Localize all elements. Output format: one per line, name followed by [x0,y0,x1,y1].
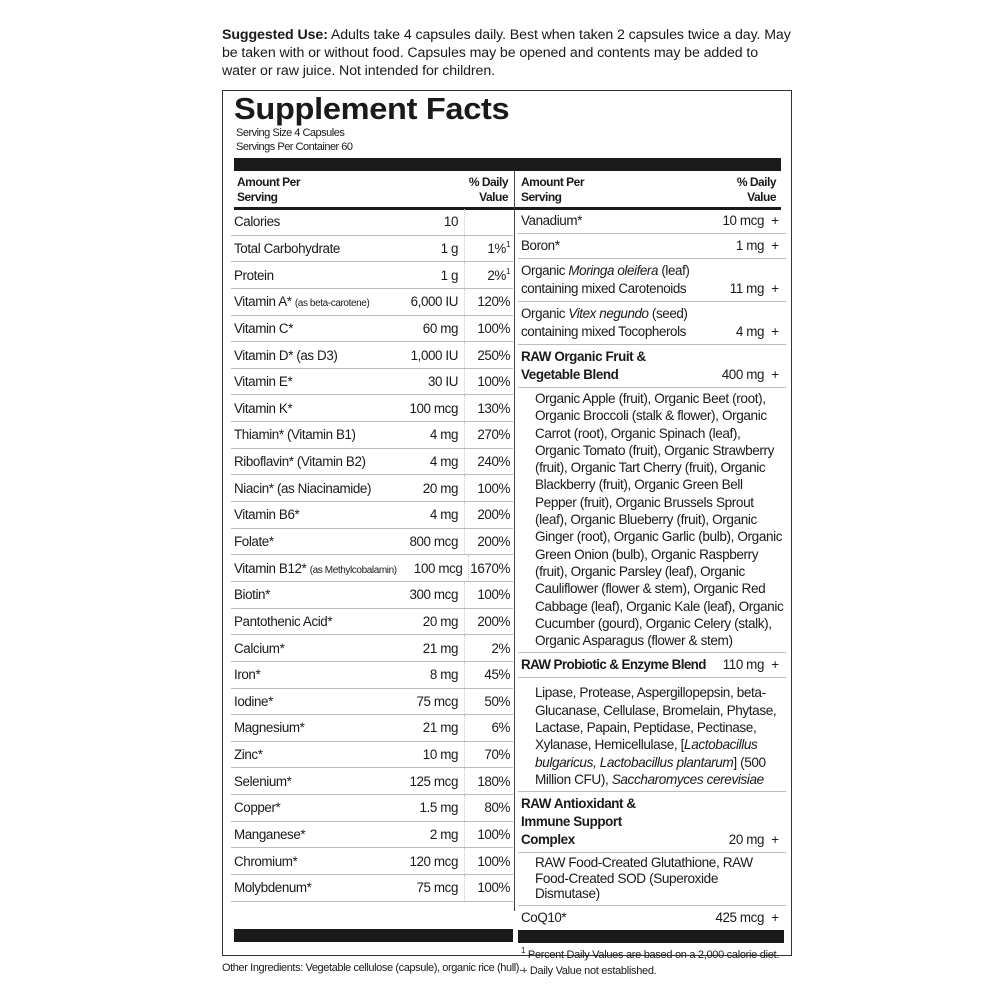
nutrient-name: Selenium* [234,773,292,789]
nutrient-daily-value: 1%$^1$ [487,239,510,256]
nutrient-name: Molybdenum* [234,880,312,896]
nutrient-name: Niacin* (as Niacinamide) [234,480,372,496]
nutrient-name: Calories [234,214,280,230]
nutrient-amount: 6,000 IU [385,289,465,315]
nutrient-amount: 300 mcg [385,582,465,608]
nutrient-row [231,662,513,689]
right-header-amount: Amount Per Serving [521,175,585,204]
left-nutrient-table [231,209,513,902]
nutrient-amount: 10 mg [385,742,465,768]
nutrient-row [231,236,513,263]
nutrient-daily-value: 120% [477,294,510,310]
nutrient-name: Vitamin D* (as D3) [234,347,338,363]
nutrient-daily-value: 100% [477,853,510,869]
nutrient-amount: 2 mg [385,822,465,848]
nutrient-row [231,582,513,609]
nutrient-amount: 1 g [385,236,465,262]
nutrient-row [231,395,513,422]
nutrient-row [231,422,513,449]
nutrient-amount: 1.5 mg [385,795,465,821]
nutrient-name: Iodine* [234,693,273,709]
row-probiotic-blend: RAW Probiotic & Enzyme Blend 110 mg + [518,653,786,678]
nutrient-daily-value: 200% [477,534,510,549]
nutrient-name: Calcium* [234,640,285,656]
nutrient-name: Manganese* [234,827,306,843]
nutrient-row [231,609,513,636]
nutrient-amount: 125 mcg [385,768,465,794]
row-coq10: CoQ10* 425 mcg + [521,909,779,925]
nutrient-daily-value: 200% [477,507,510,523]
nutrient-name: Protein [234,267,274,283]
nutrient-row [231,555,513,582]
nutrient-amount: 100 mcg [397,555,470,581]
nutrient-amount: 21 mg [385,635,465,661]
nutrient-name: Vitamin B6* [234,507,300,523]
nutrient-amount: 30 IU [385,369,465,395]
nutrient-name: Biotin* [234,587,270,603]
nutrient-daily-value: 270% [477,427,510,443]
nutrient-row [231,369,513,396]
right-bottom-bar [518,930,784,943]
nutrient-amount: 10 [385,209,465,235]
nutrient-amount: 100 mcg [385,395,465,421]
thick-divider [234,158,781,171]
nutrient-daily-value: 80% [484,800,510,816]
nutrient-amount: 1 g [385,262,465,288]
nutrient-daily-value: 100% [477,374,510,390]
nutrient-name: Vitamin A* (as beta-carotene) [234,294,370,310]
row-antioxidant-complex: RAW Antioxidant & Immune Support Complex 20 mg + [518,792,786,853]
nutrient-name: Iron* [234,667,261,683]
nutrient-row [231,689,513,716]
nutrient-amount: 20 mg [385,475,465,501]
nutrient-daily-value: 200% [477,613,510,629]
nutrient-amount: 75 mcg [385,875,465,901]
nutrient-row [231,822,513,849]
nutrient-daily-value: 6% [491,720,510,736]
nutrient-daily-value: 240% [477,454,510,470]
nutrient-name: Riboflavin* (Vitamin B2) [234,454,366,470]
row-vanadium: Vanadium* 10 mcg + [518,209,786,234]
row-boron: Boron* 1 mg + [518,234,786,259]
left-bottom-bar [234,929,513,942]
serving-size: Serving Size 4 Capsules [236,127,345,139]
nutrient-name: Total Carbohydrate [234,240,340,256]
nutrient-name: Vitamin K* [234,400,293,416]
nutrient-daily-value: 50% [484,693,510,709]
nutrient-daily-value: 130% [477,400,510,416]
nutrient-row [231,262,513,289]
nutrient-amount: 120 mcg [385,848,465,874]
nutrient-row [231,449,513,476]
nutrient-name: Zinc* [234,747,263,763]
nutrient-row [231,316,513,343]
nutrient-daily-value: 70% [484,747,510,763]
nutrient-amount: 4 mg [385,502,465,528]
nutrient-row [231,529,513,556]
nutrient-row [231,795,513,822]
row-vitex: Organic Vitex negundo (seed) containing mixed Tocopherols 4 mg + [518,302,786,345]
nutrient-row [231,848,513,875]
nutrient-daily-value: 250% [477,347,510,363]
nutrient-name: Thiamin* (Vitamin B1) [234,427,356,443]
nutrient-row [231,342,513,369]
other-ingredients: Other Ingredients: Vegetable cellulose (capsule), organic rice (hull). [222,962,522,974]
nutrient-amount: 4 mg [385,449,465,475]
nutrient-name: Vitamin B12* (as Methylcobalamin) [234,560,397,576]
nutrient-amount: 8 mg [385,662,465,688]
nutrient-daily-value: 45% [484,667,510,683]
right-nutrient-table [518,209,786,979]
nutrient-daily-value: 100% [477,880,510,896]
nutrient-amount: 800 mcg [385,529,465,555]
column-divider [514,171,515,911]
nutrient-amount: 21 mg [385,715,465,741]
left-header-amount: Amount Per Serving [237,175,301,204]
nutrient-name: Chromium* [234,853,298,869]
antioxidant-contents: RAW Food-Created Glutathione, RAW Food-Created SOD (Superoxide Dismutase) [518,853,786,906]
nutrient-daily-value: 100% [477,480,510,496]
row-moringa: Organic Moringa oleifera (leaf) containing mixed Carotenoids 11 mg + [518,259,786,302]
suggested-use-text: Adults take 4 capsules daily. Best when taken 2 capsules twice a day. May be taken with or without food. Capsules may be opened and contents may be added to water or raw juice. Not intended for children. [222,27,791,79]
nutrient-row [231,742,513,769]
row-fruit-blend: RAW Organic Fruit & Vegetable Blend 400 mg + [518,345,786,388]
nutrient-row [231,635,513,662]
nutrient-name: Vitamin E* [234,374,293,390]
footnotes: $^1$ Percent Daily Values are based on a 2,000 calorie diet. + Daily Value not established. [521,945,780,977]
nutrient-name: Folate* [234,534,274,549]
nutrient-row [231,502,513,529]
nutrient-name: Vitamin C* [234,320,294,336]
fruit-blend-contents: Organic Apple (fruit), Organic Beet (root), Organic Broccoli (stalk & flower), Organic Carrot (root), Organic Spinach (leaf), Organic Tomato (fruit), Organic Strawberry (fruit), Organic Tart Cherry (fruit), Organic Blackberry (fruit), Organic Green Bell Pepper (fruit), Organic Brussels Sprout (leaf), Organic Blueberry (fruit), Organic Ginger (root), Organic Garlic (bulb), Organic Green Onion (bulb), Organic Raspberry (fruit), Organic Parsley (leaf), Organic Cauliflower (flower & stem), Organic Red Cabbage (leaf), Organic Kale (leaf), Organic Cucumber (gourd), Organic Celery (stalk), Organic Asparagus (flower & stem) [518,388,786,653]
nutrient-daily-value: 2%$^1$ [487,266,510,283]
left-header-dv: % Daily Value [468,175,508,204]
nutrient-amount: 60 mg [385,316,465,342]
nutrient-daily-value: 180% [477,773,510,789]
nutrient-daily-value: 2% [491,640,510,656]
right-header-dv: % Daily Value [736,175,776,204]
probiotic-blend-contents: Lipase, Protease, Aspergillopepsin, beta-Glucanase, Cellulase, Bromelain, Phytase, Lactase, Papain, Peptidase, Pectinase, Xylanase, Hemicellulase, [Lactobacillus bulgaricus, Lactobacillus plantarum] (500 Million CFU), Saccharomyces cerevisiae [518,678,786,792]
servings-per-container: Servings Per Container 60 [236,141,353,153]
nutrient-row [231,875,513,902]
panel-title: Supplement Facts [234,91,510,126]
nutrient-daily-value: 100% [477,827,510,843]
nutrient-name: Copper* [234,800,281,816]
nutrient-row [231,715,513,742]
nutrient-amount: 20 mg [385,609,465,635]
nutrient-amount: 75 mcg [385,689,465,715]
nutrient-name: Pantothenic Acid* [234,613,333,629]
nutrient-row [231,209,513,236]
suggested-use [222,26,792,80]
nutrient-row [231,475,513,502]
nutrient-daily-value: 1670% [470,560,510,576]
nutrient-amount: 1,000 IU [385,342,465,368]
nutrient-row [231,768,513,795]
nutrient-name: Magnesium* [234,720,305,736]
nutrient-daily-value: 100% [477,587,510,603]
nutrient-daily-value: 100% [477,320,510,336]
suggested-use-label: Suggested Use: [222,27,328,43]
nutrient-row [231,289,513,316]
nutrient-amount: 4 mg [385,422,465,448]
